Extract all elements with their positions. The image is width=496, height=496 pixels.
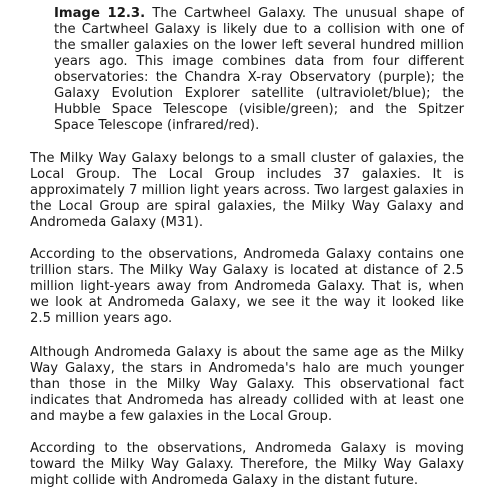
caption-label: Image 12.3. bbox=[54, 6, 146, 21]
paragraph-future-collision: According to the observations, Andromeda Galaxy is moving toward the Milky Way Galaxy. Therefore, the Milky Way Galaxy might collide with Andromeda Galaxy in the distant future. bbox=[30, 441, 464, 488]
paragraph-andromeda-halo: Although Andromeda Galaxy is about the same age as the Milky Way Galaxy, the stars in Andromeda's halo are much younger than those in the Milky Way Galaxy. This observational fact indicates that Andromeda has already collided with at least one and maybe a few galaxies in the Local Group. bbox=[30, 345, 464, 424]
paragraph-local-group: The Milky Way Galaxy belongs to a small cluster of galaxies, the Local Group. The Local Group includes 37 galaxies. It is approximately 7 million light years across. Two largest galaxies in the Local Group are spiral galaxies, the Milky Way Galaxy and Andromeda Galaxy (M31). bbox=[30, 151, 464, 230]
caption-text: The Cartwheel Galaxy. The unusual shape of the Cartwheel Galaxy is likely due to a collision with one of the smaller galaxies on the lower left several hundred million years ago. This image combines data from four different observatories: the Chandra X-ray Observatory (purple); the Galaxy Evolution Explorer satellite (ultraviolet/blue); the Hubble Space Telescope (visible/green); and the Spitzer Space Telescope (infrared/red). bbox=[54, 6, 464, 133]
image-caption bbox=[54, 6, 464, 134]
paragraph-andromeda-distance: According to the observations, Andromeda Galaxy contains one trillion stars. The Milky Way Galaxy is located at distance of 2.5 million light-years away from Andromeda Galaxy. That is, when we look at Andromeda Galaxy, we see it the way it looked like 2.5 million years ago. bbox=[30, 247, 464, 326]
